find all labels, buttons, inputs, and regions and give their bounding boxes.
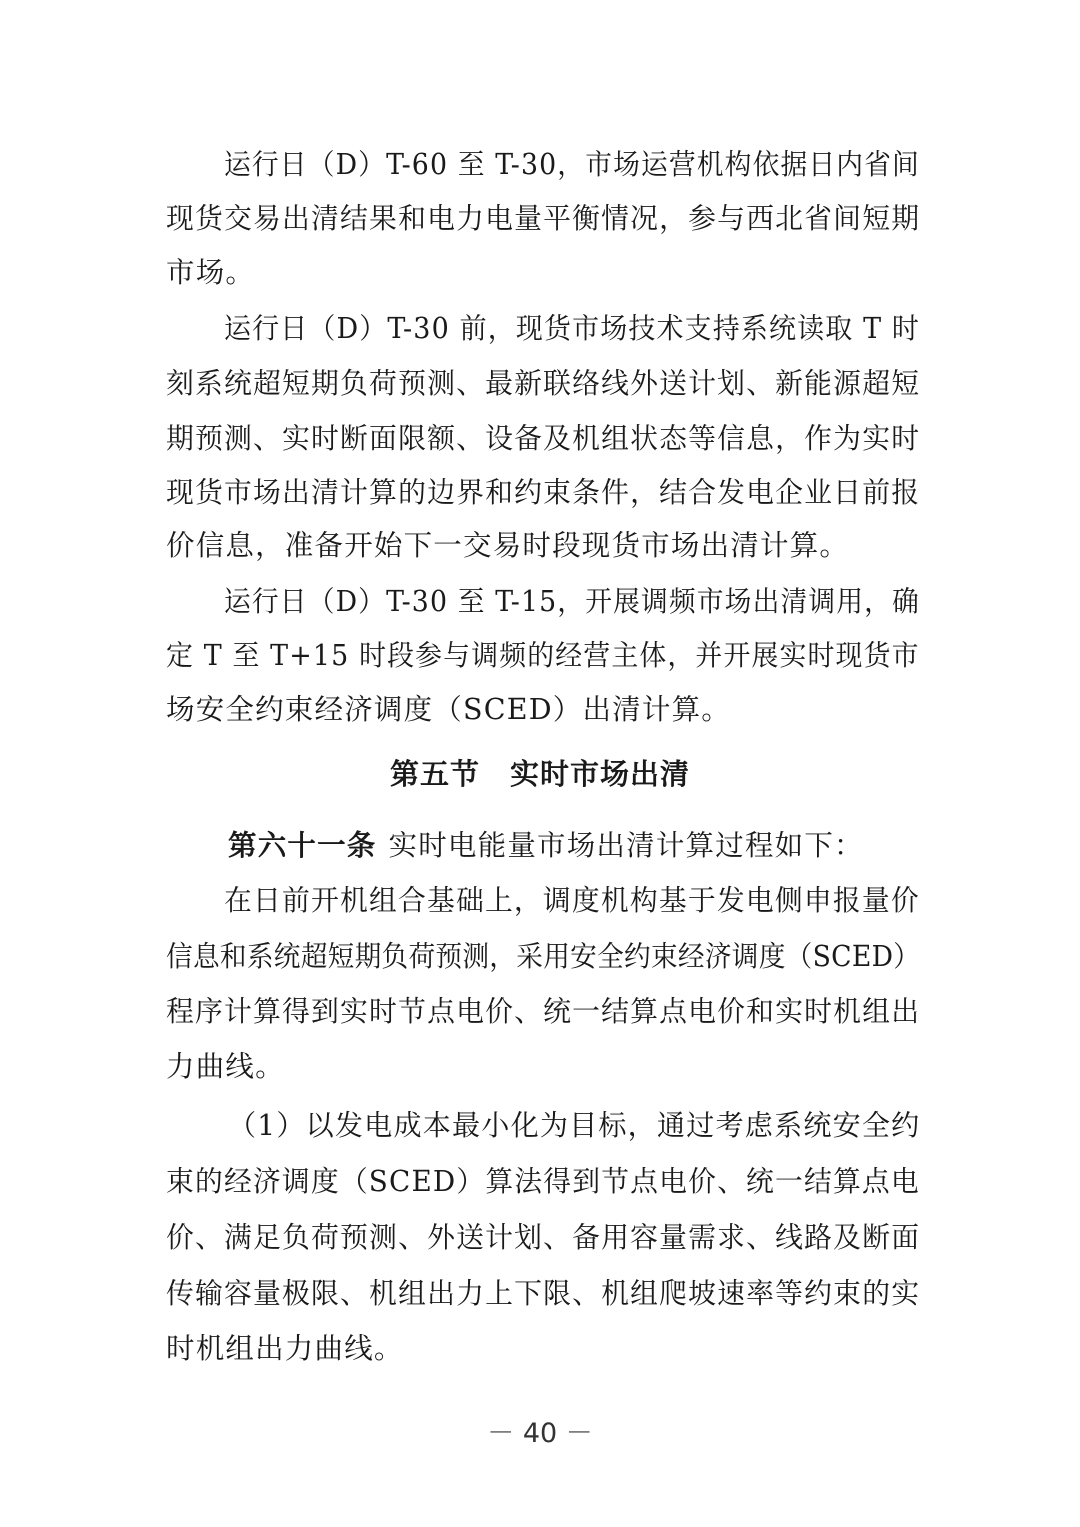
paragraph-3-line-3: 场安全约束经济调度（SCED）出清计算。 [166,693,731,726]
paragraph-5-line-1: （1）以发电成本最小化为目标，通过考虑系统安全约 [228,1109,921,1142]
paragraph-2-line-3: 期预测、实时断面限额、设备及机组状态等信息，作为实时 [166,422,921,455]
paragraph-4-line-1: 在日前开机组合基础上，调度机构基于发电侧申报量价 [224,884,920,917]
paragraph-5-line-4: 传输容量极限、机组出力上下限、机组爬坡速率等约束的实 [166,1277,921,1310]
paragraph-1-line-1: 运行日（D）T-60 至 T-30，市场运营机构依据日内省间 [224,148,920,181]
paragraph-1-line-2: 现货交易出清结果和电力电量平衡情况，参与西北省间短期 [166,202,921,235]
paragraph-5-line-2: 束的经济调度（SCED）算法得到节点电价、统一结算点电 [166,1165,920,1198]
article-line [228,826,864,866]
paragraph-4-line-3: 程序计算得到实时节点电价、统一结算点电价和实时机组出 [166,995,921,1028]
paragraph-4-line-4: 力曲线。 [166,1050,285,1083]
paragraph-5-line-3: 价、满足负荷预测、外送计划、备用容量需求、线路及断面 [166,1221,921,1254]
section-number: 第五节 [389,757,480,791]
paragraph-5-line-5: 时机组出力曲线。 [166,1332,404,1365]
page-number: － 40 － [487,1418,593,1449]
paragraph-3-line-2: 定 T 至 T+15 时段参与调频的经营主体，并开展实时现货市 [166,639,920,672]
section-title: 实时市场出清 [510,757,691,791]
paragraph-2-line-1: 运行日（D）T-30 前，现货市场技术支持系统读取 T 时 [224,312,921,345]
article-label: 第六十一条 [228,829,377,862]
paragraph-2-line-5: 价信息，准备开始下一交易时段现货市场出清计算。 [166,529,850,562]
paragraph-3-line-1: 运行日（D）T-30 至 T-15，开展调频市场出清调用，确 [224,585,920,618]
section-heading [0,754,1080,794]
paragraph-2-line-2: 刻系统超短期负荷预测、最新联络线外送计划、新能源超短 [166,367,921,400]
paragraph-2-line-4: 现货市场出清计算的边界和约束条件，结合发电企业日前报 [166,476,921,509]
article-text: 实时电能量市场出清计算过程如下： [388,829,864,862]
paragraph-1-line-3: 市场。 [166,256,256,289]
paragraph-4-line-2: 信息和系统超短期负荷预测，采用安全约束经济调度（SCED） [166,940,921,973]
